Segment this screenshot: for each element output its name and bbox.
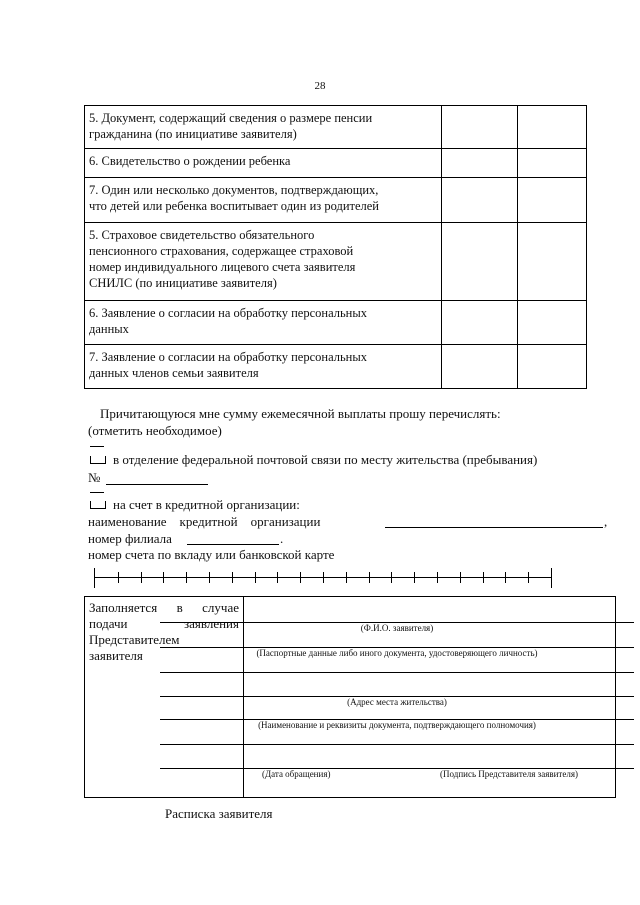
document-line: 6. Заявление о согласии на обработку персональных (89, 306, 367, 320)
table-row (85, 106, 587, 149)
representative-note-line: Представителем (89, 632, 180, 647)
checkbox-top-mark (90, 446, 104, 447)
grid-tick (391, 572, 392, 583)
document-line: данных членов семьи заявителя (89, 366, 259, 380)
table-row (85, 178, 587, 223)
branch-end: . (280, 531, 284, 546)
grid-tick (528, 572, 529, 583)
table-row (85, 301, 587, 345)
check-cell[interactable] (518, 345, 587, 389)
check-cell[interactable] (442, 223, 518, 301)
document-cell (85, 301, 442, 345)
bank-account-checkbox[interactable] (90, 501, 106, 509)
branch-number-field[interactable] (187, 544, 279, 545)
table-row (85, 149, 587, 178)
grid-tick (300, 572, 301, 583)
grid-tick (141, 572, 142, 583)
document-line: 7. Заявление о согласии на обработку персональных (89, 350, 367, 364)
caption-signature: (Подпись Представителя заявителя) (440, 769, 578, 779)
branch-label: номер филиала (88, 531, 172, 546)
grid-tick (346, 572, 347, 583)
check-cell[interactable] (442, 345, 518, 389)
grid-tick (186, 572, 187, 583)
option-bank-account: на счет в кредитной организации: (113, 497, 300, 512)
grid-tick (163, 572, 164, 583)
document-line: номер индивидуального лицевого счета заявителя (89, 260, 356, 274)
check-cell[interactable] (518, 301, 587, 345)
grid-tick (209, 572, 210, 583)
representative-note-line: заявителя (89, 648, 143, 663)
bank-name-field[interactable] (385, 527, 603, 528)
authority-field-extra[interactable] (160, 744, 634, 745)
account-number-grid[interactable] (94, 568, 552, 588)
post-number-field[interactable] (106, 484, 208, 485)
document-cell (85, 178, 442, 223)
grid-tick (255, 572, 256, 583)
grid-tick (232, 572, 233, 583)
payment-intro: Причитающуюся мне сумму ежемесячной выплаты прошу перечислять: (100, 406, 501, 421)
document-cell (85, 223, 442, 301)
number-sign: № (88, 470, 101, 485)
grid-tick (369, 572, 370, 583)
document-line: данных (89, 322, 129, 336)
account-label: номер счета по вкладу или банковской карте (88, 547, 335, 562)
document-line: гражданина (по инициативе заявителя) (89, 127, 297, 141)
grid-tick (460, 572, 461, 583)
bank-name-end: , (604, 514, 608, 529)
document-line: 5. Документ, содержащий сведения о размере пенсии (89, 111, 373, 125)
grid-tick (118, 572, 119, 583)
grid-tick (437, 572, 438, 583)
representative-note-line: подачи заявления (89, 616, 239, 631)
representative-note-line: Заполняется в случае (89, 600, 239, 615)
document-line: 5. Страховое свидетельство обязательного (89, 228, 315, 242)
document-line: пенсионного страхования, содержащее страховой (89, 244, 354, 258)
grid-tick (414, 572, 415, 583)
check-cell[interactable] (518, 106, 587, 149)
check-cell[interactable] (442, 106, 518, 149)
caption-fio: (Ф.И.О. заявителя) (360, 623, 434, 633)
page-number: 28 (314, 80, 326, 92)
document-cell (85, 345, 442, 389)
grid-tick (483, 572, 484, 583)
document-cell (85, 149, 442, 178)
checkbox-top-mark (90, 492, 104, 493)
bank-name-label: наименование кредитной организации (88, 514, 321, 529)
document-line: СНИЛС (по инициативе заявителя) (89, 276, 277, 290)
caption-passport: (Паспортные данные либо иного документа, удостоверяющего личность) (256, 648, 538, 658)
document-line: 7. Один или несколько документов, подтверждающих, (89, 183, 379, 197)
grid-tick (277, 572, 278, 583)
table-row (85, 223, 587, 301)
check-cell[interactable] (518, 149, 587, 178)
document-cell (85, 106, 442, 149)
payment-intro-note: (отметить необходимое) (88, 423, 222, 438)
check-cell[interactable] (518, 178, 587, 223)
document-line: 6. Свидетельство о рождении ребенка (89, 154, 291, 168)
table-row (85, 345, 587, 389)
grid-tick (505, 572, 506, 583)
check-cell[interactable] (442, 301, 518, 345)
caption-date: (Дата обращения) (262, 769, 331, 779)
caption-address: (Адрес места жительства) (347, 697, 447, 707)
passport-field-extra[interactable] (160, 672, 634, 673)
post-office-checkbox[interactable] (90, 456, 106, 464)
document-line: что детей или ребенка воспитывает один из родителей (89, 199, 379, 213)
check-cell[interactable] (442, 178, 518, 223)
check-cell[interactable] (442, 149, 518, 178)
documents-table (84, 105, 587, 389)
check-cell[interactable] (518, 223, 587, 301)
option-post-office: в отделение федеральной почтовой связи по месту жительства (пребывания) (113, 452, 538, 467)
receipt-title: Расписка заявителя (165, 806, 273, 821)
grid-tick (323, 572, 324, 583)
caption-authority: (Наименование и реквизиты документа, подтверждающего полномочия) (258, 720, 536, 730)
